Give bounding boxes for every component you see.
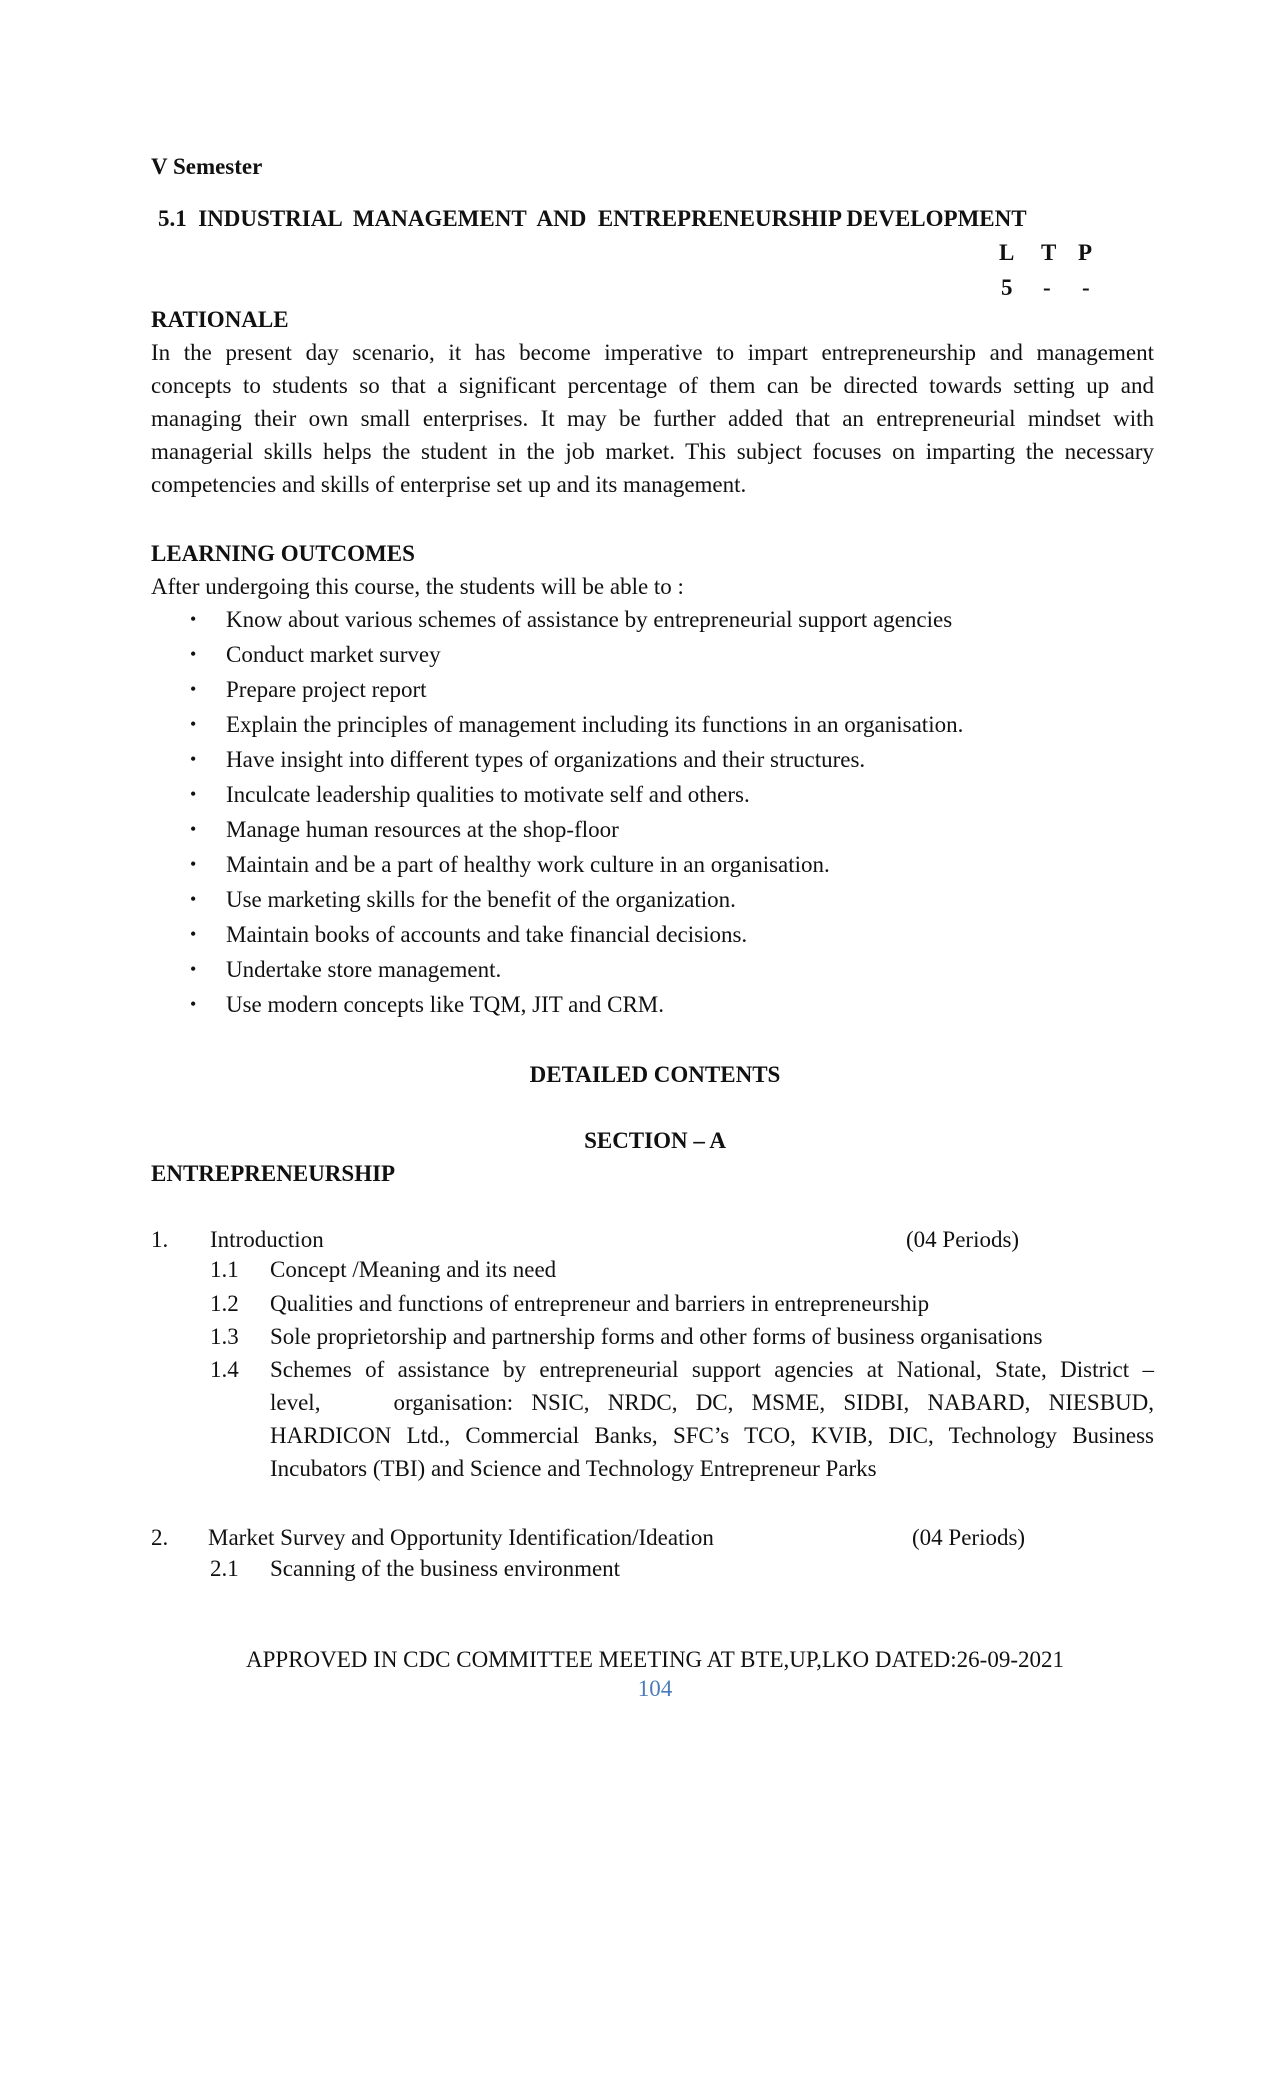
bullet-icon: •	[190, 714, 197, 734]
section-heading: SECTION – A	[584, 1128, 726, 1153]
rationale-line: In the present day scenario, it has become imperative to impart entrepreneurship and management	[151, 340, 1154, 365]
list-item: • Manage human resources at the shop-floor	[190, 812, 963, 847]
bullet-icon: •	[190, 749, 197, 769]
subtopic-number: 1.3	[210, 1324, 239, 1349]
ltp-l-header: L	[999, 240, 1015, 265]
ltp-p-value: -	[1082, 275, 1090, 300]
rationale-line: managerial skills helps the student in the job market. This subject focuses on imparting the necessary	[151, 439, 1154, 464]
list-item: • Use modern concepts like TQM, JIT and CRM.	[190, 987, 963, 1022]
topic-number: 2.	[151, 1525, 169, 1550]
bullet-icon: •	[190, 924, 197, 944]
page-number: 104	[637, 1676, 673, 1701]
ltp-l-value: 5	[1001, 275, 1013, 300]
topic-periods: (04 Periods)	[912, 1525, 1026, 1550]
ltp-t-header: T	[1041, 240, 1057, 265]
ltp-p-header: P	[1078, 240, 1093, 265]
subtopic-line: Sole proprietorship and partnership forms and other forms of business organisations	[270, 1324, 1043, 1349]
subtopic-number: 2.1	[210, 1556, 239, 1581]
bullet-icon: •	[190, 644, 197, 664]
subtopic-line: Concept /Meaning and its need	[270, 1257, 557, 1282]
subtopic-line: Incubators (TBI) and Science and Technology Entrepreneur Parks	[270, 1456, 877, 1481]
topic-title: Introduction	[210, 1227, 324, 1252]
bullet-icon: •	[190, 854, 197, 874]
topic-periods: (04 Periods)	[906, 1227, 1020, 1252]
approval-footer: APPROVED IN CDC COMMITTEE MEETING AT BTE,UP,LKO DATED:26-09-2021	[246, 1647, 1064, 1672]
learning-outcomes-intro: After undergoing this course, the students will be able to :	[151, 574, 684, 599]
rationale-line: managing their own small enterprises. It may be further added that an entrepreneurial mindset with	[151, 406, 1154, 431]
learning-outcomes-heading: LEARNING OUTCOMES	[151, 541, 415, 566]
ltp-t-value: -	[1043, 275, 1051, 300]
detailed-contents-heading: DETAILED CONTENTS	[529, 1062, 781, 1087]
bullet-icon: •	[190, 994, 197, 1014]
list-item: • Maintain books of accounts and take financial decisions.	[190, 917, 963, 952]
subtopic-line: HARDICON Ltd., Commercial Banks, SFC’s TCO, KVIB, DIC, Technology Business	[270, 1423, 1154, 1448]
bullet-icon: •	[190, 609, 197, 629]
bullet-icon: •	[190, 889, 197, 909]
list-item: • Prepare project report	[190, 672, 963, 707]
list-item: • Conduct market survey	[190, 637, 963, 672]
bullet-icon: •	[190, 679, 197, 699]
list-item: • Know about various schemes of assistance by entrepreneurial support agencies	[190, 602, 963, 637]
list-item: • Inculcate leadership qualities to motivate self and others.	[190, 777, 963, 812]
rationale-line: concepts to students so that a significant percentage of them can be directed towards setting up and	[151, 373, 1154, 398]
list-item: • Use marketing skills for the benefit of the organization.	[190, 882, 963, 917]
subtopic-number: 1.1	[210, 1257, 239, 1282]
list-item: • Undertake store management.	[190, 952, 963, 987]
rationale-heading: RATIONALE	[151, 307, 289, 332]
topic-title: Market Survey and Opportunity Identification/Ideation	[208, 1525, 714, 1550]
rationale-line: competencies and skills of enterprise set up and its management.	[151, 472, 747, 497]
course-title: 5.1 INDUSTRIAL MANAGEMENT AND ENTREPRENEURSHIP DEVELOPMENT	[158, 206, 1027, 231]
bullet-icon: •	[190, 819, 197, 839]
bullet-icon: •	[190, 959, 197, 979]
subtopic-line: level, organisation: NSIC, NRDC, DC, MSME, SIDBI, NABARD, NIESBUD,	[270, 1390, 1154, 1415]
section-title: ENTREPRENEURSHIP	[151, 1161, 396, 1186]
subtopic-number: 1.4	[210, 1357, 239, 1382]
list-item: • Explain the principles of management including its functions in an organisation.	[190, 707, 963, 742]
bullet-icon: •	[190, 784, 197, 804]
list-item: • Maintain and be a part of healthy work culture in an organisation.	[190, 847, 963, 882]
rationale-paragraph	[151, 336, 1154, 501]
list-item: • Have insight into different types of organizations and their structures.	[190, 742, 963, 777]
subtopic-line: Schemes of assistance by entrepreneurial support agencies at National, State, District –	[270, 1357, 1154, 1382]
subtopic-line: Scanning of the business environment	[270, 1556, 621, 1581]
subtopic-number: 1.2	[210, 1291, 239, 1316]
topic-number: 1.	[151, 1227, 169, 1252]
learning-outcomes-list	[190, 602, 963, 1022]
subtopic-line: Qualities and functions of entrepreneur and barriers in entrepreneurship	[270, 1291, 930, 1316]
semester-label: V Semester	[151, 154, 263, 179]
